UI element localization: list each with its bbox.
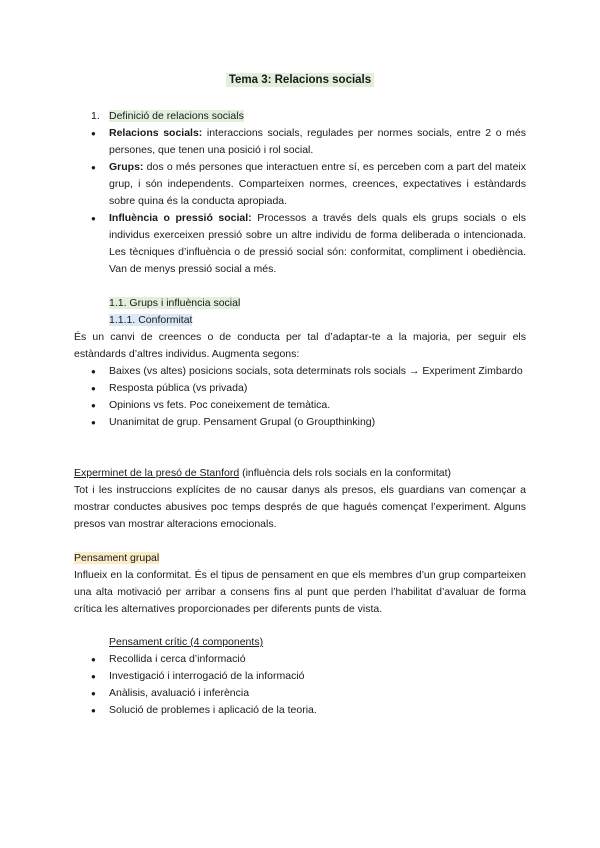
definition-item: ● Influència o pressió social: Processos a través dels quals els grups socials o els individus exerceixen pressió sobre un altre individu de forma deliberada o intencionada. Les tècniques d’influència o de pressió social són: conformitat, compliment i obediència. Van de menys pressió social a més.: [74, 210, 526, 278]
section-heading-list: [74, 108, 526, 125]
definition-item: ● Grups: dos o més persones que interactuen entre sí, es perceben com a part del mateix grup, i són independents. Comparteixen normes, creences, expectatives i estàndards sobre quina és la conducta apropiada.: [74, 159, 526, 210]
critical-components-list: [74, 651, 526, 719]
subsubsection-heading: 1.1.1. Conformitat: [109, 314, 193, 326]
section-groupthink: [74, 550, 526, 618]
definitions-list: [74, 125, 526, 278]
list-item: ● Resposta pública (vs privada): [74, 380, 526, 397]
list-item: ● Opinions vs fets. Poc coneixement de temàtica.: [74, 397, 526, 414]
conformity-factors-list: [74, 363, 526, 431]
list-item: ● Unanimitat de grup. Pensament Grupal (o Groupthinking): [74, 414, 526, 431]
page-title: Tema 3: Relacions socials: [0, 72, 600, 89]
subsection-heading: 1.1. Grups i influència social: [109, 297, 241, 309]
groupthink-text: Influeix en la conformitat. És el tipus de pensament en que els membres d’un grup comparteixen una alta motivació per arribar a consens fins al punt que perden l’habilitat d’avaluar de forma crítica les alternatives proporcionades per diferents punts de vista.: [74, 569, 526, 615]
list-item: ● Solució de problemes i aplicació de la teoria.: [74, 702, 526, 719]
list-item: ● Baixes (vs altes) posicions socials, sota determinats rols socials → Experiment Zimbardo: [74, 363, 526, 380]
definition-item: ● Relacions socials: interaccions socials, regulades per normes socials, entre 2 o més persones, que tenen una posició i rol social.: [74, 125, 526, 159]
list-item: ● Anàlisis, avaluació i inferència: [74, 685, 526, 702]
list-item: ● Investigació i interrogació de la informació: [74, 668, 526, 685]
conformity-intro: És un canvi de creences o de conducta per tal d’adaptar-te a la majoria, per seguir els estàndards d’altres individus. Augmenta segons:: [74, 331, 526, 360]
section-stanford: [74, 465, 526, 533]
section-conformity: [74, 295, 526, 431]
critical-heading: Pensament crític (4 components): [109, 636, 264, 648]
stanford-text: Tot i les instruccions explícites de no causar danys als presos, els guardians van començar a mostrar conductes abusives poc temps després de que hagués començat l’experiment. Alguns presos van mostrar alteracions emocionals.: [74, 484, 526, 530]
section-critical-thinking: [74, 634, 526, 719]
section-heading: 1. Definició de relacions socials: [91, 110, 244, 122]
groupthink-heading: Pensament grupal: [74, 552, 160, 564]
stanford-heading: Experminet de la presó de Stanford (influència dels rols socials en la conformitat): [74, 467, 452, 479]
section-definitions: [74, 108, 526, 278]
list-item: ● Recollida i cerca d’informació: [74, 651, 526, 668]
